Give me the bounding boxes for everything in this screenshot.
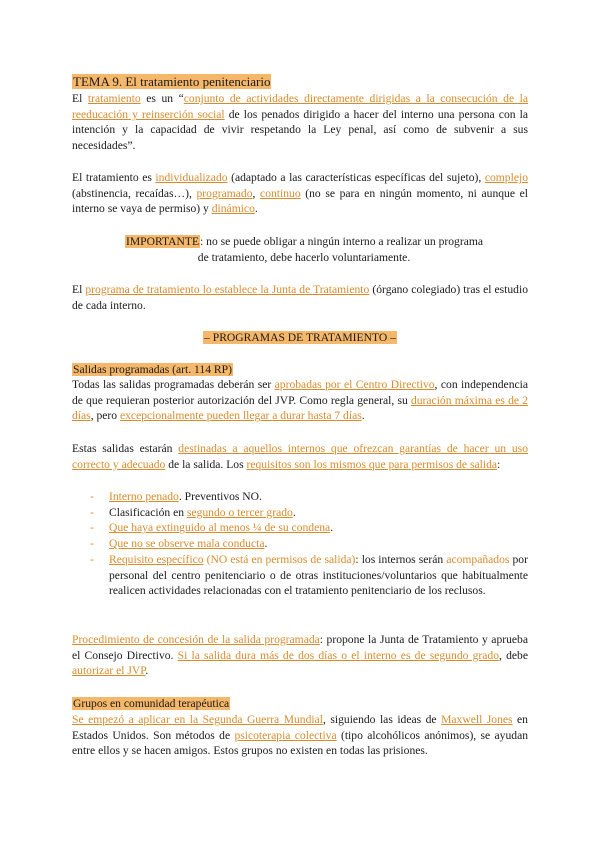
list-item bbox=[72, 505, 528, 521]
text: . bbox=[292, 505, 296, 519]
text: (órgano colegiado) tras el estudio de cada interno. bbox=[72, 283, 528, 312]
link-condena[interactable]: Que haya extinguido al menos ¼ de su condena bbox=[109, 521, 331, 535]
dash-marker: - bbox=[90, 537, 94, 551]
link-requisitos[interactable]: requisitos son los mismos que para permisos de salida bbox=[246, 457, 498, 471]
text: (no se para en ningún momento, ni aunque el interno se vaya de permiso) y bbox=[72, 186, 528, 216]
dash-marker: - bbox=[90, 490, 94, 503]
text: , siguiendo las ideas de bbox=[322, 713, 442, 726]
text: de la salida. Los bbox=[165, 457, 247, 471]
salidas-paragraph-3 bbox=[72, 632, 528, 679]
link-duracion-maxima[interactable]: duración máxima es de 2 días bbox=[72, 393, 528, 423]
dash-marker: - bbox=[90, 552, 94, 566]
link-junta-tratamiento[interactable]: programa de tratamiento lo establece la Junta de Tratamiento bbox=[85, 283, 370, 296]
title-block bbox=[72, 74, 528, 91]
page-title: TEMA 9. El tratamiento penitenciario bbox=[73, 74, 271, 89]
requisitos-list bbox=[72, 489, 528, 599]
link-autorizar-jvp[interactable]: autorizar el JVP bbox=[72, 664, 146, 678]
salidas-paragraph-2 bbox=[72, 441, 528, 472]
text: , bbox=[252, 186, 261, 200]
important-note bbox=[114, 234, 494, 265]
salidas-heading-text: Salidas programadas (art. 114 RP) bbox=[73, 363, 232, 376]
important-line2: de tratamiento, debe hacerlo voluntariamente. bbox=[197, 250, 411, 264]
text: : bbox=[497, 457, 501, 471]
grupos-heading bbox=[72, 696, 528, 712]
link-grado[interactable]: segundo o tercer grado bbox=[186, 505, 293, 519]
text: (NO está en permisos de salida) bbox=[203, 552, 356, 566]
text: El bbox=[72, 92, 88, 105]
link-maxwell-jones[interactable]: Maxwell Jones bbox=[441, 713, 513, 726]
text: . bbox=[330, 521, 334, 535]
important-line1: : no se puede obligar a ningún interno a realizar un programa bbox=[200, 235, 484, 248]
salidas-paragraph-1 bbox=[72, 377, 528, 424]
text: Todas las salidas programadas deberán ser bbox=[72, 378, 275, 391]
text: en Estados Unidos. Son métodos de bbox=[72, 713, 528, 742]
text: El bbox=[72, 283, 86, 296]
text: , debe bbox=[499, 648, 528, 662]
text: . bbox=[254, 202, 258, 216]
link-requisito-especifico[interactable]: Requisito específico bbox=[109, 552, 204, 566]
salidas-heading bbox=[72, 362, 528, 378]
link-destinadas[interactable]: destinadas a aquellos internos que ofrezcan garantías de hacer un uso correcto y adecuado bbox=[72, 442, 528, 471]
text: : propone la Junta de Tratamiento y aprueba el Consejo Directivo. bbox=[72, 633, 528, 662]
section-heading bbox=[72, 330, 528, 346]
link-centro-directivo[interactable]: aprobadas por el Centro Directivo bbox=[274, 378, 435, 391]
list-item bbox=[72, 489, 528, 505]
link-individualizado[interactable]: individualizado bbox=[155, 171, 228, 184]
list-item bbox=[72, 536, 528, 552]
text: , pero bbox=[90, 409, 120, 423]
link-continuo[interactable]: continuo bbox=[260, 186, 301, 200]
link-tratamiento[interactable]: tratamiento bbox=[87, 92, 141, 105]
list-item bbox=[72, 552, 528, 599]
text: acompañados bbox=[446, 552, 510, 566]
text: . bbox=[145, 664, 149, 678]
text: (abstinencia, recaídas…), bbox=[72, 186, 197, 200]
section-heading-text: – PROGRAMAS DE TRATAMIENTO – bbox=[204, 331, 396, 344]
text: Estas salidas estarán bbox=[72, 442, 179, 455]
intro-paragraph bbox=[72, 91, 528, 154]
grupos-heading-text: Grupos en comunidad terapéutica bbox=[73, 697, 230, 710]
link-dos-dias[interactable]: Si la salida dura más de dos días o el interno es de segundo grado bbox=[177, 648, 500, 662]
important-label: IMPORTANTE bbox=[125, 235, 200, 248]
dash-marker: - bbox=[90, 521, 94, 535]
text: de los penados dirigido a hacer del interno una persona con la intención y la capacidad de vivir respetando la Ley penal, así como de subvenir a sus necesidades”. bbox=[72, 107, 528, 153]
text: es un “ bbox=[140, 92, 184, 105]
features-paragraph bbox=[72, 170, 528, 217]
text: . bbox=[264, 537, 268, 551]
text: , con independencia de que requieran posterior autorización del JVP. Como regla general, su bbox=[72, 378, 529, 407]
program-paragraph bbox=[72, 282, 528, 313]
grupos-paragraph bbox=[72, 712, 528, 759]
text: (tipo alcohólicos anónimos), se ayudan entre ellos y se hacen amigos. Estos grupos no existen en todas las prisiones. bbox=[72, 728, 529, 758]
text: (adaptado a las características específicas del sujeto), bbox=[227, 171, 485, 184]
link-complejo[interactable]: complejo bbox=[484, 171, 528, 184]
text: : los internos serán bbox=[355, 552, 447, 566]
link-segunda-guerra[interactable]: Se empezó a aplicar en la Segunda Guerra Mundial bbox=[72, 713, 323, 726]
text: . Preventivos NO. bbox=[178, 490, 262, 503]
link-definicion[interactable]: conjunto de actividades directamente dirigidas a la consecución de la reeducación y reinserción social bbox=[72, 92, 529, 121]
text: por personal del centro penitenciario o de otras instituciones/voluntarios que habitualmente realicen actividades relacionadas con el tratamiento penitenciario de los reclusos. bbox=[109, 552, 528, 598]
link-psicoterapia[interactable]: psicoterapia colectiva bbox=[234, 728, 337, 742]
link-procedimiento[interactable]: Procedimiento de concesión de la salida programada bbox=[72, 633, 320, 646]
text: Clasificación en bbox=[109, 505, 187, 519]
link-programado[interactable]: programado bbox=[196, 186, 253, 200]
link-excepcionalmente[interactable]: excepcionalmente pueden llegar a durar hasta 7 días bbox=[119, 409, 362, 423]
link-dinamico[interactable]: dinámico bbox=[211, 202, 255, 216]
dash-marker: - bbox=[90, 505, 94, 519]
link-interno-penado[interactable]: Interno penado bbox=[109, 490, 179, 503]
text: El tratamiento es bbox=[72, 171, 156, 184]
text: . bbox=[361, 409, 365, 423]
list-item bbox=[72, 520, 528, 536]
link-mala-conducta[interactable]: Que no se observe mala conducta bbox=[109, 537, 265, 551]
